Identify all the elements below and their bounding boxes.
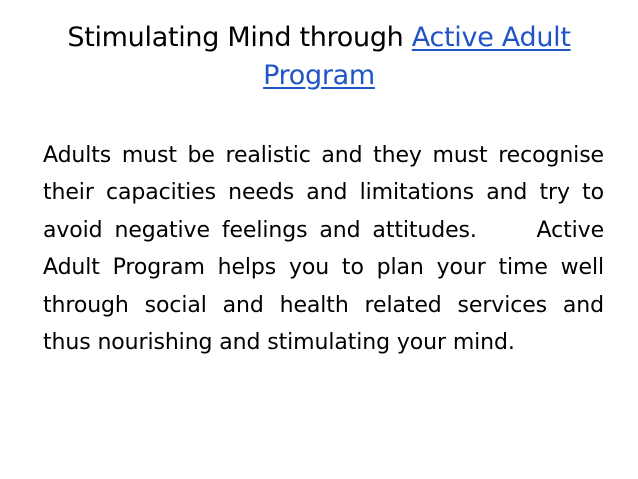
slide-title	[30, 19, 608, 95]
title-text: Stimulating Mind through	[67, 22, 412, 53]
body-paragraph	[43, 137, 604, 361]
active-adult-program-link[interactable]: Active Adult Program	[263, 22, 571, 91]
body-sentence-1: Adults must be realistic and they must recognise their capacities needs and limitations and try to avoid negative feelings and attitudes.	[43, 143, 604, 243]
body-sentence-2: Active Adult Program helps you to plan your time well through social and health related services and thus nourishing and stimulating your mind.	[43, 217, 604, 356]
